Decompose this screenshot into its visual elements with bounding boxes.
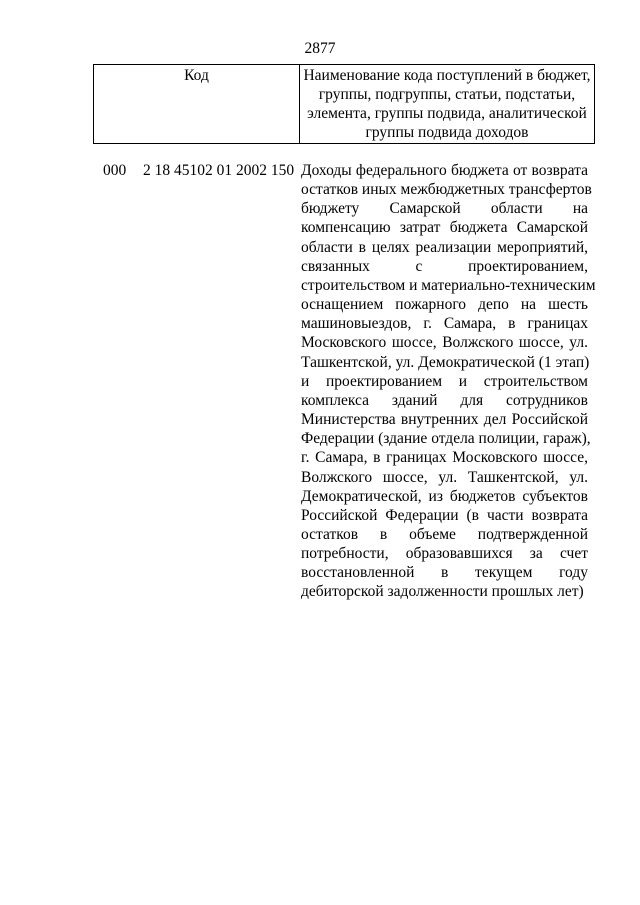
description-line: Ташкентской, ул. Демократической (1 этап): [301, 353, 590, 371]
header-code-label: Код: [184, 67, 209, 84]
income-description: [301, 161, 596, 602]
description-line: остатков в объеме подтвержденной: [301, 525, 588, 543]
description-line: потребности, образовавшихся за счет: [301, 545, 588, 563]
description-line: комплекса зданий для сотрудников: [301, 391, 588, 409]
header-name-cell: [300, 65, 595, 144]
description-line: оснащением пожарного депо на шесть: [301, 296, 588, 314]
description-line: области в целях реализации мероприятий,: [301, 238, 588, 256]
header-code-cell: [94, 65, 300, 144]
header-name-line-2: группы, подгруппы, статьи, подстатьи,: [318, 86, 576, 103]
description-line: Волжского шоссе, ул. Ташкентской, ул.: [301, 468, 588, 486]
description-line: компенсацию затрат бюджета Самарской: [301, 219, 588, 237]
description-line: Московского шоссе, Волжского шоссе, ул.: [301, 334, 588, 352]
page-number: 2877: [304, 40, 336, 57]
description-line: машиновыездов, г. Самара, в границах: [301, 315, 588, 333]
description-line: связанных с проектированием,: [301, 257, 588, 275]
description-line: остатков иных межбюджетных трансфертов: [301, 181, 592, 199]
description-line: и проектированием и строительством: [301, 372, 588, 390]
description-line: Доходы федерального бюджета от возврата: [301, 162, 588, 179]
header-table: [93, 64, 595, 144]
description-line: строительством и материально-техническим: [301, 276, 596, 294]
description-line: Министерства внутренних дел Российской: [301, 411, 588, 429]
description-line: восстановленной в текущем году: [301, 564, 588, 582]
description-line: Российской Федерации (в части возврата: [301, 506, 588, 524]
header-row: [94, 65, 595, 144]
description-line: бюджету Самарской области на: [301, 200, 588, 218]
header-name-line-3: элемента, группы подвида, аналитической: [307, 105, 587, 122]
budget-code: 2 18 45102 01 2002 150: [143, 162, 295, 179]
description-line: Демократической, из бюджетов субъектов: [301, 487, 588, 505]
description-line: Федерации (здание отдела полиции, гараж),: [301, 430, 591, 448]
header-name-line-4: группы подвида доходов: [365, 124, 529, 141]
admin-code: 000: [103, 162, 127, 179]
description-line: дебиторской задолженности прошлых лет): [301, 583, 584, 601]
description-line: г. Самара, в границах Московского шоссе,: [301, 449, 588, 467]
header-name-line-1: Наименование кода поступлений в бюджет,: [303, 67, 591, 84]
